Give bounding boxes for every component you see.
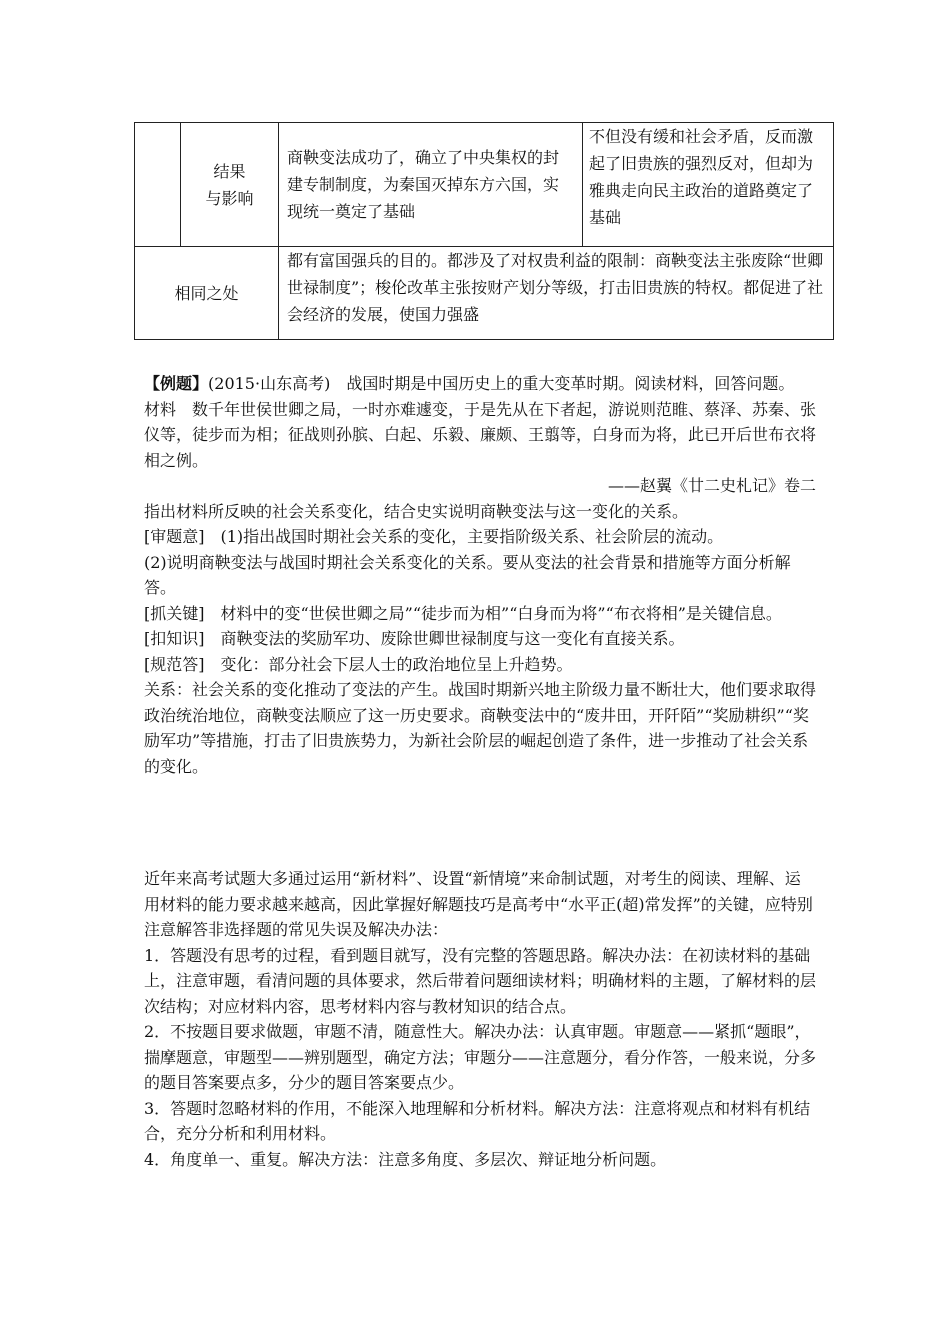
step-shentiyi-2: (2)说明商鞅变法与战国时期社会关系变化的关系。要从变法的社会背景和措施等方面分析解答。 [144,552,791,597]
comparison-table [134,122,834,340]
example-section [144,371,816,779]
tips-item-4: 4．角度单一、重复。解决方法：注意多角度、多层次、辩证地分析问题。 [144,1149,667,1169]
answer-relationship: 关系：社会关系的变化推动了变法的产生。战国时期新兴地主阶级力量不断壮大，他们要求取得政治统治地位，商鞅变法顺应了这一历史要求。商鞅变法中的“废井田，开阡陌”“奖励耕织”“奖励军功”等措施，打击了旧贵族势力，为新社会阶层的崛起创造了条件，进一步推动了社会关系的变化。 [144,680,817,776]
example-intro: 战国时期是中国历史上的重大变革时期。阅读材料，回答问题。 [346,374,795,393]
tips-section [144,866,816,1172]
row-label-result [181,123,279,247]
step-kouzhishi: [扣知识] 商鞅变法的奖励军功、废除世卿世禄制度与这一变化有直接关系。 [144,629,685,648]
cell-similarity-text: 都有富国强兵的目的。都涉及了对权贵利益的限制：商鞅变法主张废除“世卿世禄制度”；梭伦改革主张按财产划分等级，打击旧贵族的特权。都促进了社会经济的发展，使国力强盛 [279,247,834,340]
row-label-line: 结果 [213,161,246,181]
tips-item-3: 3．答题时忽略材料的作用，不能深入地理解和分析材料。解决方法：注意将观点和材料有机结合，充分分析和利用材料。 [144,1098,811,1143]
example-source: (2015·山东高考) [208,374,331,393]
table-row [135,247,834,340]
example-citation: ——赵翼《廿二史札记》卷二 [607,476,816,495]
example-question: 指出材料所反映的社会关系变化，结合史实说明商鞅变法与这一变化的关系。 [144,501,689,521]
step-guifanda: [规范答] 变化：部分社会下层人士的政治地位呈上升趋势。 [144,654,573,674]
example-tag: 【例题】 [144,374,209,393]
table-row [135,123,834,247]
cell-shang-yang-result: 商鞅变法成功了，确立了中央集权的封建专制制度，为秦国灭掉东方六国，实现统一奠定了基础 [279,123,583,247]
table-cell-empty [135,123,181,247]
step-zhuaguanjian: [抓关键] 材料中的变“世侯世卿之局”“徒步而为相”“白身而为将”“布衣将相”是关键信息。 [144,603,782,623]
tips-item-1: 1．答题没有思考的过程，看到题目就写，没有完整的答题思路。解决办法：在初读材料的基础上，注意审题，看清问题的具体要求，然后带着问题细读材料；明确材料的主题，了解材料的层次结构；对应材料内容，思考材料内容与教材知识的结合点。 [144,945,817,1016]
tips-item-2: 2．不按题目要求做题，审题不清，随意性大。解决办法：认真审题。审题意——紧抓“题眼”，揣摩题意，审题型——辨别题型，确定方法；审题分——注意题分，看分作答，一般来说，分多的题目答案要点多，分少的题目答案要点少。 [144,1022,817,1092]
example-heading [144,371,816,397]
row-label-similarity: 相同之处 [135,247,279,340]
example-material: 材料 数千年世侯世卿之局，一时亦难遽变，于是先从在下者起，游说则范睢、蔡泽、苏秦、张仪等，徒步而为相；征战则孙膑、白起、乐毅、廉颇、王翦等，白身而为将，此已开后世布衣将相之例。 [144,399,817,470]
step-shentiyi-1: [审题意] (1)指出战国时期社会关系的变化，主要指阶级关系、社会阶层的流动。 [144,527,724,546]
cell-solon-result: 不但没有缓和社会矛盾，反而激起了旧贵族的强烈反对，但却为雅典走向民主政治的道路奠定了基础 [583,123,834,247]
tips-intro: 近年来高考试题大多通过运用“新材料”、设置“新情境”来命制试题，对考生的阅读、理解、运用材料的能力要求越来越高，因此掌握好解题技巧是高考中“水平正(超)常发挥”的关键，应特别注意解答非选择题的常见失误及解决办法： [144,869,813,939]
row-label-line: 与影响 [205,188,254,208]
